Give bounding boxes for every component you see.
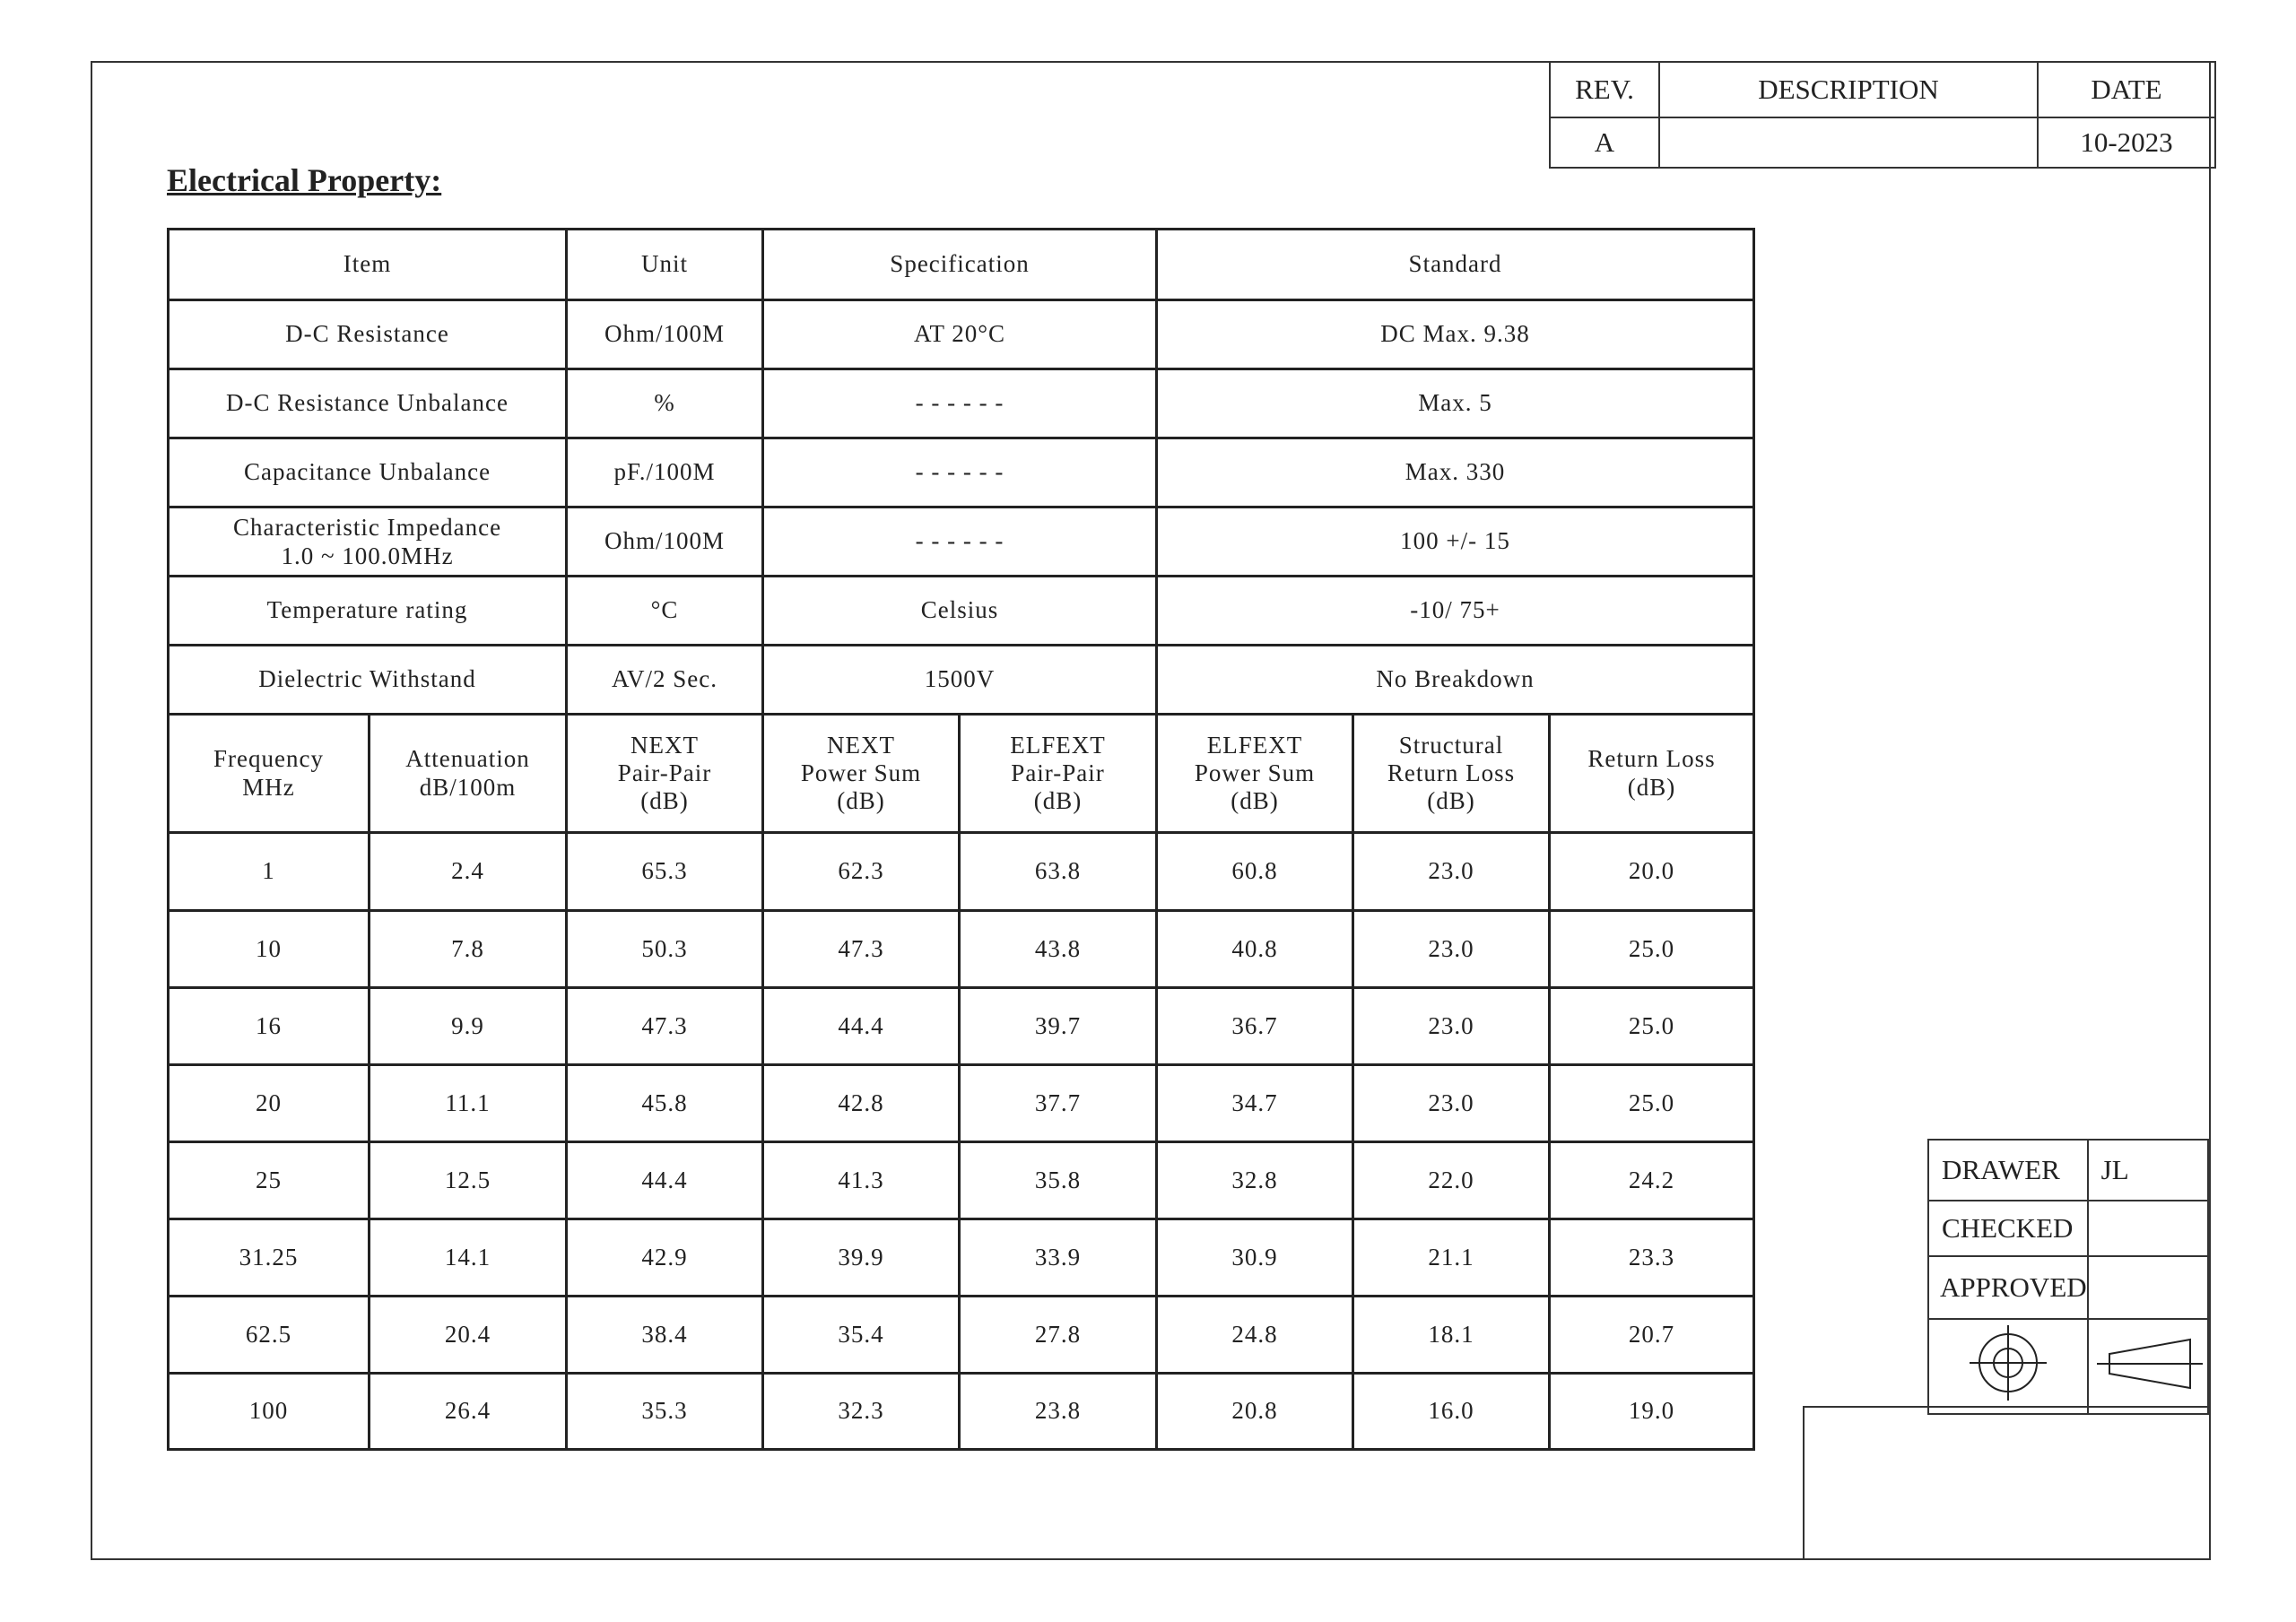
attenuation-cell: 2.4 [370,833,567,911]
header-line: (dB) [1627,773,1676,801]
frequency-header [169,715,370,833]
first-angle-projection-circle-icon [1959,1320,2057,1406]
freq-table-row [169,1374,1754,1450]
structural-return-loss-cell: 23.0 [1353,911,1550,988]
frequency-cell: 100 [169,1374,370,1450]
spec-standard: No Breakdown [1157,646,1754,715]
spec-specification: - - - - - - [763,438,1157,507]
structural-return-loss-cell: 23.0 [1353,988,1550,1065]
next-powersum-cell: 35.4 [763,1297,960,1374]
structural-return-loss-cell: 22.0 [1353,1142,1550,1219]
projection-cone-cell [2088,1319,2208,1414]
description-header: DESCRIPTION [1659,62,2038,117]
header-line: NEXT [631,731,699,759]
specification-header: Specification [763,230,1157,300]
next-pair-header [567,715,763,833]
spec-item: Temperature rating [169,577,567,646]
attenuation-cell: 11.1 [370,1065,567,1142]
return-loss-cell: 20.0 [1550,833,1754,911]
elfext-powersum-header [1157,715,1353,833]
return-loss-cell: 20.7 [1550,1297,1754,1374]
freq-table-row [169,1297,1754,1374]
frequency-cell: 16 [169,988,370,1065]
attenuation-cell: 9.9 [370,988,567,1065]
revision-block [1549,61,2216,169]
checked-label: CHECKED [1928,1201,2088,1256]
elfext-powersum-cell: 24.8 [1157,1297,1353,1374]
return-loss-cell: 23.3 [1550,1219,1754,1297]
next-pair-cell: 45.8 [567,1065,763,1142]
spec-item [169,507,567,577]
freq-table-row [169,911,1754,988]
spec-item: Capacitance Unbalance [169,438,567,507]
next-powersum-cell: 62.3 [763,833,960,911]
return-loss-cell: 25.0 [1550,911,1754,988]
freq-table-row [169,833,1754,911]
header-line: (dB) [1427,787,1475,815]
attenuation-cell: 12.5 [370,1142,567,1219]
item-header: Item [169,230,567,300]
spec-unit: Ohm/100M [567,507,763,577]
spec-row [169,369,1754,438]
spec-unit: °C [567,577,763,646]
freq-table-row [169,1065,1754,1142]
elfext-pair-cell: 37.7 [960,1065,1157,1142]
spec-row [169,577,1754,646]
approved-label: APPROVED [1928,1256,2088,1319]
freq-table-row [169,1142,1754,1219]
next-pair-cell: 35.3 [567,1374,763,1450]
spec-row [169,438,1754,507]
header-line: (dB) [1033,787,1083,815]
next-pair-cell: 65.3 [567,833,763,911]
next-powersum-cell: 47.3 [763,911,960,988]
elfext-powersum-cell: 32.8 [1157,1142,1353,1219]
next-powersum-cell: 39.9 [763,1219,960,1297]
elfext-pair-cell: 35.8 [960,1142,1157,1219]
attenuation-header [370,715,567,833]
rev-value: A [1550,117,1659,168]
frequency-cell: 1 [169,833,370,911]
freq-table-row [169,1219,1754,1297]
header-line: MHz [242,773,295,801]
drawer-value: JL [2088,1140,2208,1201]
spec-specification: - - - - - - [763,507,1157,577]
spec-standard: DC Max. 9.38 [1157,300,1754,369]
date-header: DATE [2038,62,2215,117]
spec-specification: 1500V [763,646,1157,715]
projection-circle-cell [1928,1319,2088,1414]
next-powersum-header [763,715,960,833]
header-line: ELFEXT [1206,731,1303,759]
attenuation-cell: 14.1 [370,1219,567,1297]
electrical-property-table [167,228,1755,1451]
elfext-pair-header [960,715,1157,833]
frequency-cell: 25 [169,1142,370,1219]
elfext-pair-cell: 33.9 [960,1219,1157,1297]
title-block [1927,1139,2209,1415]
next-pair-cell: 47.3 [567,988,763,1065]
frequency-cell: 62.5 [169,1297,370,1374]
spec-specification: AT 20°C [763,300,1157,369]
rev-header: REV. [1550,62,1659,117]
frequency-cell: 31.25 [169,1219,370,1297]
return-loss-header [1550,715,1754,833]
spec-row [169,646,1754,715]
header-line: Attenuation [405,745,530,773]
elfext-pair-cell: 39.7 [960,988,1157,1065]
page-title: Electrical Property: [167,162,442,198]
spec-item: D-C Resistance [169,300,567,369]
spec-unit: pF./100M [567,438,763,507]
spec-standard: -10/ 75+ [1157,577,1754,646]
elfext-pair-cell: 43.8 [960,911,1157,988]
spec-item: D-C Resistance Unbalance [169,369,567,438]
next-pair-cell: 38.4 [567,1297,763,1374]
elfext-powersum-cell: 36.7 [1157,988,1353,1065]
spec-item-line1: Characteristic Impedance [232,513,502,541]
header-line: (dB) [837,787,885,815]
spec-unit: Ohm/100M [567,300,763,369]
spec-standard: 100 +/- 15 [1157,507,1754,577]
elfext-pair-cell: 23.8 [960,1374,1157,1450]
frequency-cell: 10 [169,911,370,988]
next-pair-cell: 44.4 [567,1142,763,1219]
title-block-empty-box [1803,1406,2211,1560]
drawer-label: DRAWER [1928,1140,2088,1201]
header-line: Pair-Pair [617,759,712,786]
header-line: Frequency [213,745,324,773]
spec-header-row [169,230,1754,300]
elfext-powersum-cell: 34.7 [1157,1065,1353,1142]
elfext-powersum-cell: 30.9 [1157,1219,1353,1297]
elfext-powersum-cell: 40.8 [1157,911,1353,988]
freq-table-body [169,833,1754,1450]
structural-return-loss-cell: 16.0 [1353,1374,1550,1450]
freq-header-row [169,715,1754,833]
spec-unit: % [567,369,763,438]
spec-item: Dielectric Withstand [169,646,567,715]
spec-standard: Max. 330 [1157,438,1754,507]
structural-return-loss-header [1353,715,1550,833]
unit-header: Unit [567,230,763,300]
header-line: Pair-Pair [1011,759,1105,786]
spec-item-line2: 1.0 ~ 100.0MHz [281,542,454,569]
header-line: Return Loss [1387,759,1516,786]
attenuation-cell: 20.4 [370,1297,567,1374]
return-loss-cell: 25.0 [1550,988,1754,1065]
return-loss-cell: 19.0 [1550,1374,1754,1450]
frequency-cell: 20 [169,1065,370,1142]
spec-row [169,507,1754,577]
structural-return-loss-cell: 18.1 [1353,1297,1550,1374]
next-powersum-cell: 44.4 [763,988,960,1065]
standard-header: Standard [1157,230,1754,300]
spec-specification: Celsius [763,577,1157,646]
elfext-pair-cell: 27.8 [960,1297,1157,1374]
attenuation-cell: 26.4 [370,1374,567,1450]
spec-standard: Max. 5 [1157,369,1754,438]
attenuation-cell: 7.8 [370,911,567,988]
header-line: Power Sum [800,759,922,786]
header-line: ELFEXT [1010,731,1106,759]
elfext-powersum-cell: 20.8 [1157,1374,1353,1450]
approved-value [2088,1256,2208,1319]
structural-return-loss-cell: 21.1 [1353,1219,1550,1297]
header-line: (dB) [640,787,689,815]
structural-return-loss-cell: 23.0 [1353,1065,1550,1142]
checked-value [2088,1201,2208,1256]
header-line: NEXT [827,731,895,759]
spec-unit: AV/2 Sec. [567,646,763,715]
elfext-powersum-cell: 60.8 [1157,833,1353,911]
header-line: dB/100m [419,773,517,801]
header-line: (dB) [1231,787,1279,815]
next-powersum-cell: 41.3 [763,1142,960,1219]
description-value [1659,117,2038,168]
next-powersum-cell: 32.3 [763,1374,960,1450]
structural-return-loss-cell: 23.0 [1353,833,1550,911]
return-loss-cell: 24.2 [1550,1142,1754,1219]
next-pair-cell: 42.9 [567,1219,763,1297]
return-loss-cell: 25.0 [1550,1065,1754,1142]
spec-specification: - - - - - - [763,369,1157,438]
first-angle-projection-cone-icon [2090,1320,2206,1406]
date-value: 10-2023 [2038,117,2215,168]
next-powersum-cell: 42.8 [763,1065,960,1142]
header-line: Structural [1398,731,1504,759]
spec-row [169,300,1754,369]
next-pair-cell: 50.3 [567,911,763,988]
header-line: Return Loss [1587,745,1716,773]
freq-table-row [169,988,1754,1065]
header-line: Power Sum [1194,759,1316,786]
elfext-pair-cell: 63.8 [960,833,1157,911]
